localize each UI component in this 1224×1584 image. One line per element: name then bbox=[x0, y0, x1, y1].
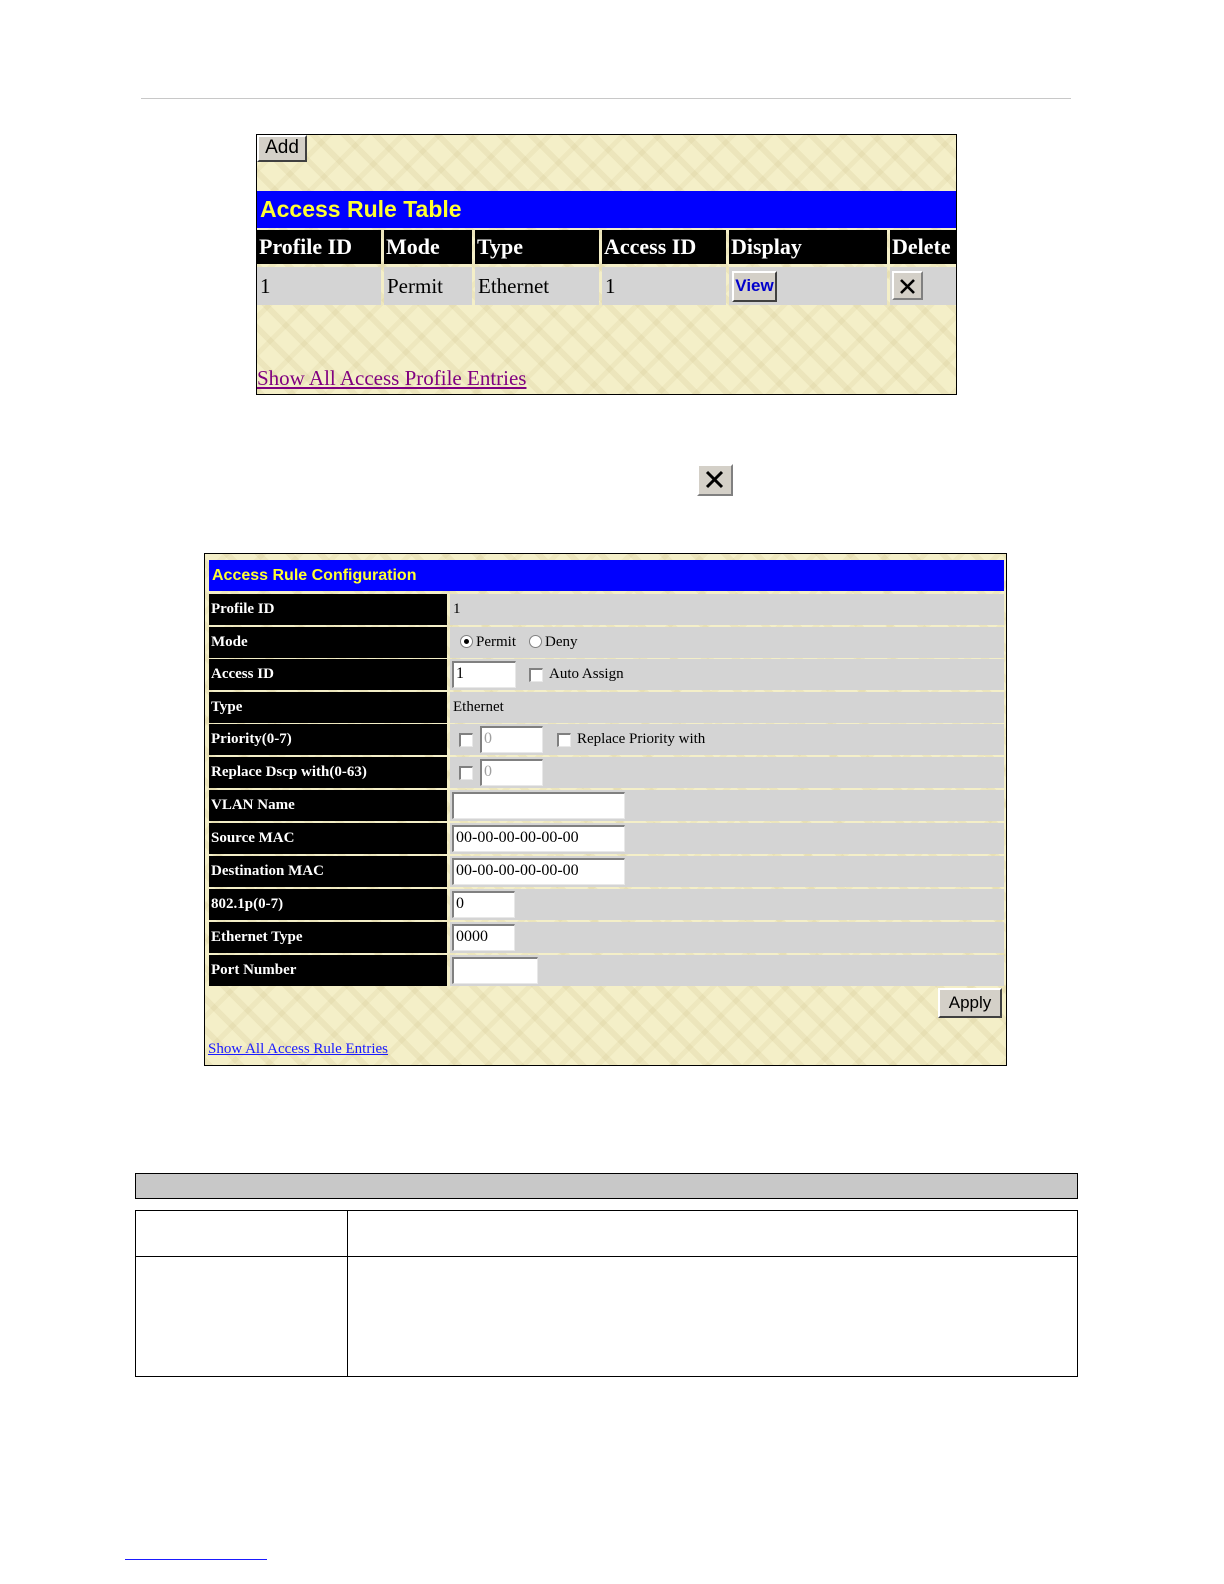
show-all-access-rule-entries-link[interactable]: Show All Access Rule Entries bbox=[208, 1041, 388, 1057]
port-number-field bbox=[450, 955, 1004, 986]
description-table-header bbox=[135, 1173, 1078, 1199]
column-header-profile-id: Profile ID bbox=[257, 230, 381, 264]
value-profile-id: 1 bbox=[450, 594, 1004, 625]
column-divider bbox=[347, 1211, 348, 1376]
ethernet-type-input[interactable]: 0000 bbox=[452, 924, 515, 951]
cell-access-id: 1 bbox=[602, 267, 726, 305]
mode-deny-label: Deny bbox=[545, 634, 578, 650]
priority-checkbox[interactable] bbox=[459, 733, 473, 747]
replace-priority-label: Replace Priority with bbox=[577, 731, 706, 747]
row-ethernet-type bbox=[209, 922, 1004, 953]
cell-delete bbox=[890, 267, 956, 305]
auto-assign-label: Auto Assign bbox=[549, 666, 624, 682]
8021p-field bbox=[450, 889, 1004, 920]
description-table bbox=[135, 1210, 1078, 1377]
row-replace-dscp bbox=[209, 757, 1004, 788]
auto-assign-checkbox[interactable] bbox=[529, 668, 543, 682]
source-mac-input[interactable]: 00-00-00-00-00-00 bbox=[452, 825, 625, 852]
column-header-delete: Delete bbox=[890, 230, 956, 264]
cell-display bbox=[729, 267, 887, 305]
row-8021p bbox=[209, 889, 1004, 920]
dscp-checkbox[interactable] bbox=[459, 766, 473, 780]
column-header-access-id: Access ID bbox=[602, 230, 726, 264]
cell-mode: Permit bbox=[384, 267, 472, 305]
source-mac-field bbox=[450, 823, 1004, 854]
port-number-input[interactable] bbox=[452, 957, 538, 984]
label-replace-dscp: Replace Dscp with(0-63) bbox=[209, 757, 447, 788]
access-id-field bbox=[450, 659, 1004, 690]
access-rule-configuration-title: Access Rule Configuration bbox=[209, 560, 1004, 591]
access-rule-configuration-panel bbox=[204, 553, 1007, 1066]
row-access-id bbox=[209, 659, 1004, 690]
view-button[interactable]: View bbox=[732, 271, 777, 302]
delete-icon-illustration bbox=[697, 464, 733, 496]
dscp-field bbox=[450, 757, 1004, 788]
access-rule-table-title: Access Rule Table bbox=[257, 191, 956, 228]
column-header-type: Type bbox=[475, 230, 599, 264]
show-all-access-profile-entries-link[interactable]: Show All Access Profile Entries bbox=[257, 366, 527, 390]
row-priority bbox=[209, 724, 1004, 755]
footer-rule bbox=[125, 1559, 267, 1560]
priority-field bbox=[450, 724, 1004, 755]
close-x-icon bbox=[894, 274, 921, 299]
add-button[interactable]: Add bbox=[257, 135, 307, 162]
column-header-mode: Mode bbox=[384, 230, 472, 264]
close-x-icon bbox=[699, 466, 731, 494]
label-access-id: Access ID bbox=[209, 659, 447, 690]
apply-button[interactable]: Apply bbox=[938, 988, 1002, 1018]
dscp-input[interactable]: 0 bbox=[480, 759, 543, 786]
row-mode bbox=[209, 627, 1004, 658]
value-type: Ethernet bbox=[450, 692, 1004, 723]
row-profile-id bbox=[209, 594, 1004, 625]
access-rule-table-panel bbox=[256, 134, 957, 395]
label-profile-id: Profile ID bbox=[209, 594, 447, 625]
vlan-name-input[interactable] bbox=[452, 792, 625, 819]
row-divider bbox=[136, 1256, 1077, 1257]
mode-permit-label: Permit bbox=[476, 634, 516, 650]
mode-field bbox=[450, 627, 1004, 658]
row-port-number bbox=[209, 955, 1004, 986]
row-source-mac bbox=[209, 823, 1004, 854]
label-source-mac: Source MAC bbox=[209, 823, 447, 854]
row-type bbox=[209, 692, 1004, 723]
destination-mac-input[interactable]: 00-00-00-00-00-00 bbox=[452, 858, 625, 885]
label-type: Type bbox=[209, 692, 447, 723]
header-rule bbox=[141, 98, 1071, 99]
label-vlan-name: VLAN Name bbox=[209, 790, 447, 821]
access-id-input[interactable]: 1 bbox=[452, 661, 516, 688]
replace-priority-checkbox[interactable] bbox=[557, 733, 571, 747]
label-destination-mac: Destination MAC bbox=[209, 856, 447, 887]
mode-deny-radio[interactable] bbox=[529, 635, 542, 648]
delete-button[interactable] bbox=[892, 271, 923, 300]
mode-permit-radio[interactable] bbox=[460, 635, 473, 648]
ethernet-type-field bbox=[450, 922, 1004, 953]
label-mode: Mode bbox=[209, 627, 447, 658]
destination-mac-field bbox=[450, 856, 1004, 887]
cell-profile-id: 1 bbox=[257, 267, 381, 305]
8021p-input[interactable]: 0 bbox=[452, 891, 515, 918]
label-priority: Priority(0-7) bbox=[209, 724, 447, 755]
priority-input[interactable]: 0 bbox=[480, 726, 543, 753]
cell-type: Ethernet bbox=[475, 267, 599, 305]
label-ethernet-type: Ethernet Type bbox=[209, 922, 447, 953]
label-port-number: Port Number bbox=[209, 955, 447, 986]
row-vlan-name bbox=[209, 790, 1004, 821]
label-8021p: 802.1p(0-7) bbox=[209, 889, 447, 920]
vlan-name-field bbox=[450, 790, 1004, 821]
row-destination-mac bbox=[209, 856, 1004, 887]
column-header-display: Display bbox=[729, 230, 887, 264]
